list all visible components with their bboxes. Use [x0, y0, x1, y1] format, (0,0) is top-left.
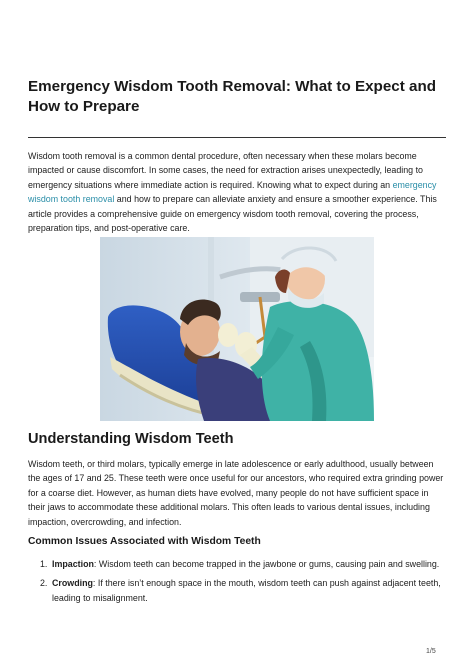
intro-paragraph	[28, 149, 448, 235]
emergency-removal-link[interactable]: emergency wisdom tooth removal	[28, 179, 437, 205]
page-number: 1/5	[426, 648, 436, 655]
intro-text-end: and how to prepare can alleviate anxiety and ensure a smoother experience. This article provides a comprehensive guide on emergency wisdom tooth removal, covering the process, preparation tips, and post-operative care.	[28, 194, 437, 234]
title-divider	[28, 137, 446, 138]
list-item-term: Impaction	[52, 559, 94, 569]
list-item	[28, 557, 448, 571]
list-item-number: 1.	[40, 559, 48, 569]
dental-procedure-photo	[100, 237, 374, 421]
list-item-text: : If there isn’t enough space in the mouth, wisdom teeth can push against adjacent teeth, leading to misalignment.	[52, 578, 441, 603]
list-item-text: : Wisdom teeth can become trapped in the jawbone or gums, causing pain and swelling.	[93, 559, 440, 569]
subsection-heading: Common Issues Associated with Wisdom Teeth	[28, 536, 261, 547]
issues-list	[28, 557, 448, 610]
intro-text-start: Wisdom tooth removal is a common dental procedure, often necessary when these molars become impacted or cause discomfort. In some cases, the need for extraction arises unexpectedly, leading to emergency situations where immediate action is required. Knowing what to expect during an	[28, 151, 423, 190]
document-title: Emergency Wisdom Tooth Removal: What to Expect and How to Prepare	[28, 78, 437, 115]
list-item-number: 2.	[40, 578, 48, 589]
list-item	[28, 576, 448, 605]
list-item-term: Crowding	[52, 578, 93, 589]
section-heading: Understanding Wisdom Teeth	[28, 431, 234, 447]
section-paragraph: Wisdom teeth, or third molars, typically emerge in late adolescence or early adulthood, usually between the ages of 17 and 25. These teeth were once useful for our ancestors, who required extra grinding power for a coarse diet. However, as human diets have evolved, many people do not have sufficient space in their jaws to accommodate these additional molars. This often leads to various dental issues, including impaction, overcrowding, and infection.	[28, 459, 444, 527]
